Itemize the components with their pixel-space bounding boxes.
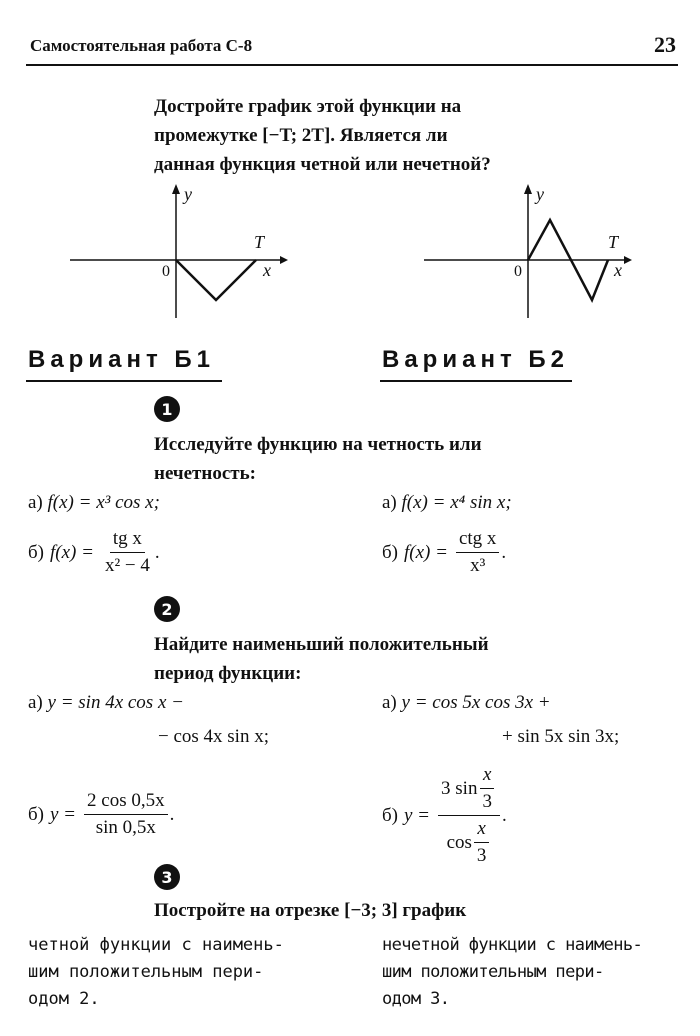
function-name: y = bbox=[50, 803, 77, 825]
graph-left bbox=[70, 182, 300, 322]
fraction bbox=[438, 764, 500, 867]
page-number: 23 bbox=[654, 32, 676, 57]
header-rule bbox=[26, 64, 678, 66]
item-label: б) bbox=[382, 804, 398, 826]
text-line: одом 3. bbox=[382, 989, 450, 1009]
task-line: Исследуйте функцию на четность или bbox=[154, 434, 482, 455]
x-axis-arrow-icon bbox=[624, 256, 632, 264]
inner-fraction bbox=[479, 764, 495, 813]
period-mark: T bbox=[254, 232, 265, 252]
text-line: четной функции с наимень- bbox=[28, 935, 284, 955]
fraction bbox=[102, 528, 153, 577]
expression: y = cos 5x cos 3x + bbox=[401, 692, 551, 713]
variant-b2-heading: Вариант Б2 bbox=[382, 346, 569, 373]
running-header-title: Самостоятельная работа С-8 bbox=[30, 36, 253, 55]
task-line: период функции: bbox=[154, 663, 302, 684]
item-label: а) bbox=[28, 492, 43, 513]
denominator: x² − 4 bbox=[104, 555, 150, 576]
task-3-text bbox=[154, 896, 614, 925]
denominator: x³ bbox=[470, 555, 486, 576]
inner-fraction bbox=[474, 818, 490, 867]
task-line: Найдите наименьший положительный bbox=[154, 634, 489, 655]
punctuation: . bbox=[169, 803, 175, 825]
task-2-text bbox=[154, 630, 614, 688]
fraction bbox=[456, 528, 499, 577]
y-axis-arrow-icon bbox=[524, 184, 532, 194]
numerator: 2 cos 0,5x bbox=[84, 790, 168, 815]
x-axis-arrow-icon bbox=[280, 256, 288, 264]
y-axis-label: y bbox=[184, 184, 192, 204]
punctuation: . bbox=[501, 541, 507, 563]
inner-numerator: x bbox=[474, 818, 488, 843]
origin-label: 0 bbox=[514, 263, 522, 280]
task-1-number-badge: 1 bbox=[154, 396, 180, 422]
period-mark: T bbox=[608, 232, 619, 252]
task-2-b1-b bbox=[28, 790, 174, 839]
task-2-number-badge: 2 bbox=[154, 596, 180, 622]
task-1-b1-b bbox=[28, 528, 160, 577]
inner-denominator: 3 bbox=[482, 791, 492, 812]
task-2-b2-a-line1 bbox=[382, 692, 551, 714]
text-line: нечетной функции с наимень- bbox=[382, 935, 643, 955]
origin-label: 0 bbox=[162, 263, 170, 280]
y-axis-label: y bbox=[536, 184, 544, 204]
expression: y = sin 4x cos x − bbox=[47, 692, 184, 713]
function-name: f(x) = bbox=[50, 541, 94, 563]
variant-b1-heading: Вариант Б1 bbox=[28, 346, 215, 373]
inner-numerator: x bbox=[480, 764, 494, 789]
item-label: а) bbox=[382, 492, 397, 513]
text-line: шим положительным пери- bbox=[28, 962, 264, 982]
task-3-b1-text bbox=[28, 932, 348, 1013]
text-line: одом 2. bbox=[28, 989, 100, 1009]
graph-right bbox=[424, 182, 654, 322]
x-axis-label: x bbox=[263, 260, 271, 280]
function-graph bbox=[176, 260, 256, 300]
numerator: ctg x bbox=[456, 528, 499, 553]
inner-denominator: 3 bbox=[476, 845, 487, 866]
variant-b2-rule bbox=[380, 380, 572, 382]
task-2-b2-b bbox=[382, 764, 507, 867]
intro-line: данная функция четной или нечетной? bbox=[154, 154, 491, 175]
denominator bbox=[444, 816, 495, 867]
task-1-b2-a bbox=[382, 492, 512, 514]
expression: f(x) = x³ cos x; bbox=[47, 492, 160, 513]
variant-b1-rule bbox=[26, 380, 222, 382]
task-1-b1-a bbox=[28, 492, 160, 514]
task-2-b2-a-line2: + sin 5x sin 3x; bbox=[502, 726, 620, 747]
denominator-prefix: cos bbox=[446, 831, 472, 853]
numerator bbox=[438, 764, 500, 816]
task-3-b2-text bbox=[382, 932, 682, 1013]
text-line: шим положительным пери- bbox=[382, 962, 604, 982]
punctuation: . bbox=[501, 804, 507, 826]
numerator-prefix: 3 sin bbox=[441, 777, 478, 799]
intro-line: Достройте график этой функции на bbox=[154, 96, 462, 117]
y-axis-arrow-icon bbox=[172, 184, 180, 194]
item-label: б) bbox=[28, 541, 44, 563]
x-axis-label: x bbox=[614, 260, 622, 280]
task-3-number-badge: 3 bbox=[154, 864, 180, 890]
task-line: Постройте на отрезке [−3; 3] график bbox=[154, 900, 467, 921]
function-name: f(x) = bbox=[404, 541, 448, 563]
item-label: а) bbox=[28, 692, 43, 713]
task-1-b2-b bbox=[382, 528, 506, 577]
denominator: sin 0,5x bbox=[95, 817, 156, 838]
punctuation: . bbox=[154, 541, 160, 563]
intro-task-text bbox=[154, 92, 614, 179]
intro-line: промежутке [−T; 2T]. Является ли bbox=[154, 125, 448, 146]
item-label: б) bbox=[28, 803, 44, 825]
function-name: y = bbox=[404, 804, 431, 826]
task-2-b1-a-line2: − cos 4x sin x; bbox=[158, 726, 269, 747]
expression: f(x) = x⁴ sin x; bbox=[401, 492, 512, 513]
item-label: а) bbox=[382, 692, 397, 713]
task-2-b1-a-line1 bbox=[28, 692, 184, 714]
fraction bbox=[84, 790, 168, 839]
numerator: tg x bbox=[110, 528, 145, 553]
item-label: б) bbox=[382, 541, 398, 563]
task-line: нечетность: bbox=[154, 463, 256, 484]
task-1-text bbox=[154, 430, 614, 488]
